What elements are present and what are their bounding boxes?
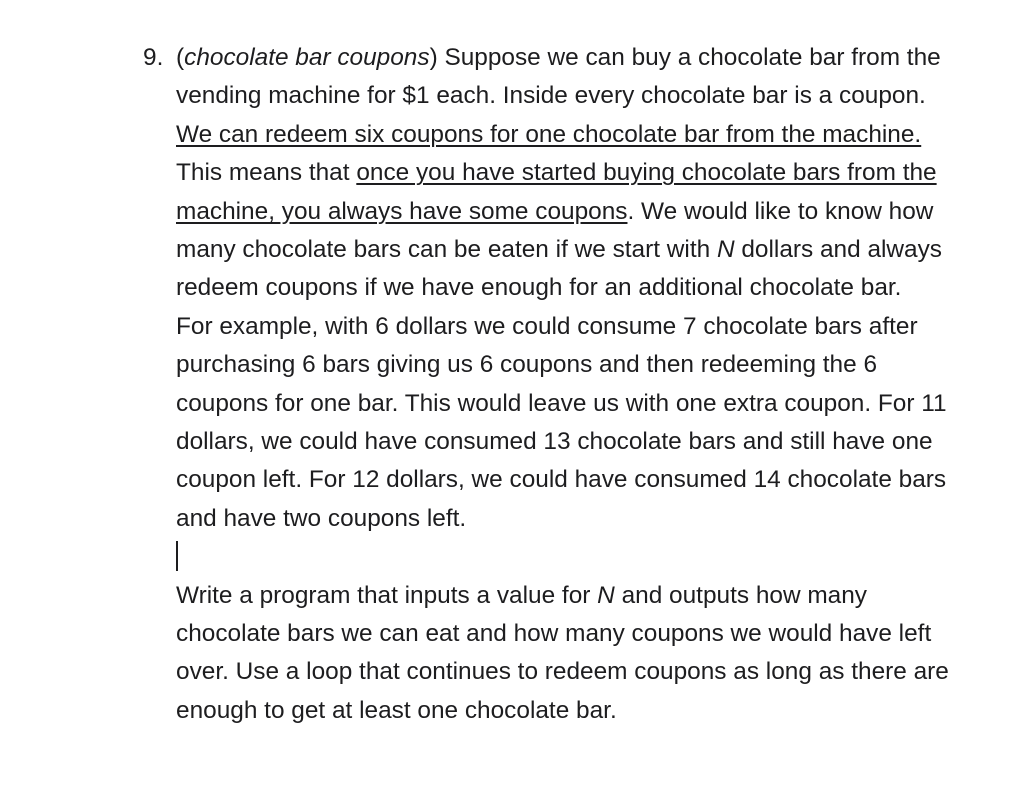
intro-text-4: dollars and always redeem coupons if we have enough for an additional chocolate bar. (176, 236, 943, 302)
problem-9 (143, 39, 963, 730)
task-text-1: Write a program that inputs a value for (176, 581, 598, 609)
open-paren: ( (176, 44, 185, 71)
paragraph-example: For example, with 6 dollars we could consume 7 chocolate bars after purchasing 6 bars giving us 6 coupons and then redeeming the 6 coupons for one bar. This would leave us with one extra coupon. For 11 dollars, we could have consumed 13 chocolate bars and still have one coupon left. For 12 dollars, we could have consumed 14 chocolate bars and have two coupons left. (176, 312, 947, 532)
intro-text-2: This means that (176, 159, 357, 187)
paragraph-task (176, 577, 963, 731)
problem-body[interactable] (176, 39, 963, 730)
blank-line[interactable] (176, 538, 963, 576)
variable-n: N (716, 236, 735, 264)
paragraph-intro (176, 39, 963, 308)
intro-text-3: . We would like to know how many chocolate bars can be eaten if we start with (176, 197, 934, 264)
text-cursor (176, 541, 178, 571)
problem-number: 9. (143, 44, 164, 71)
task-text-2: and outputs how many chocolate bars we can eat and how many coupons we would have left over. Use a loop that continues to redeem coupons as long as there are enough to get at least one chocolate bar. (176, 581, 949, 724)
underlined-coupons-note: once you have started buying chocolate bars from the machine, you always have some coupons (176, 159, 937, 225)
problem-title: chocolate bar coupons (184, 44, 430, 71)
underlined-redeem-rule: We can redeem six coupons for one chocolate bar from the machine. (176, 120, 922, 148)
intro-text-1: Suppose we can buy a chocolate bar from the vending machine for $1 each. Inside every chocolate bar is a coupon. (176, 44, 941, 110)
close-paren: ) (429, 44, 438, 71)
variable-n-task: N (597, 581, 615, 609)
